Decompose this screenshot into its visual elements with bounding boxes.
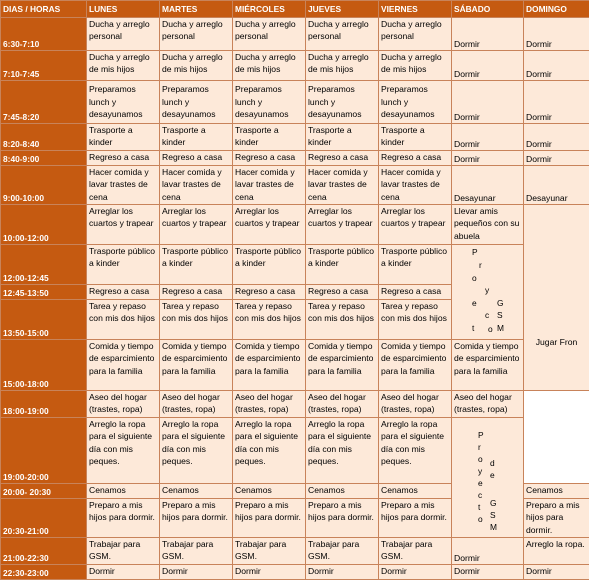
table-row: [1, 418, 589, 484]
letter: e: [472, 298, 477, 308]
sunday-jugar-text: Jugar Fron: [535, 337, 578, 348]
cell-sabado: Comida y tiempo de esparcimiento para la familia: [452, 340, 524, 391]
table-row: [1, 245, 589, 285]
cell-martes: Ducha y arreglo personal: [160, 18, 233, 51]
table-row: [1, 565, 589, 580]
header-dias-horas: DIAS / HORAS: [1, 1, 87, 18]
cell-martes: Regreso a casa: [160, 151, 233, 166]
cell-lunes: Dormir: [87, 565, 160, 580]
time-label: 20:00- 20:30: [1, 484, 87, 499]
table-row: [1, 538, 589, 565]
time-label: 13:50-15:00: [1, 300, 87, 340]
cell-jueves: Tarea y repaso con mis dos hijos: [306, 300, 379, 340]
letter: o: [488, 324, 493, 334]
cell-martes: Arreglar los cuartos y trapear: [160, 205, 233, 245]
cell-sabado-proyecto-gsm: [452, 418, 524, 538]
cell-martes: Trasporte público a kinder: [160, 245, 233, 285]
cell-lunes: Tarea y repaso con mis dos hijos: [87, 300, 160, 340]
cell-domingo: Preparo a mis hijos para dormir.: [524, 499, 589, 538]
header-sabado: SÁBADO: [452, 1, 524, 18]
cell-martes: Ducha y arreglo de mis hijos: [160, 51, 233, 81]
letter: P: [472, 247, 478, 257]
letter: e: [490, 470, 495, 480]
cell-domingo: Dormir: [524, 124, 589, 151]
cell-miercoles: Aseo del hogar (trastes, ropa): [233, 391, 306, 418]
cell-jueves: Regreso a casa: [306, 151, 379, 166]
time-label: 8:20-8:40: [1, 124, 87, 151]
cell-viernes: Regreso a casa: [379, 151, 452, 166]
letter: d: [490, 458, 495, 468]
cell-domingo: Dormir: [524, 51, 589, 81]
cell-martes: Arreglo la ropa para el siguiente día con mis peques.: [160, 418, 233, 484]
time-label: 22:30-23:00: [1, 565, 87, 580]
cell-sabado: Dormir: [452, 151, 524, 166]
time-label: 10:00-12:00: [1, 205, 87, 245]
cell-lunes: Regreso a casa: [87, 285, 160, 300]
header-martes: MARTES: [160, 1, 233, 18]
cell-martes: Preparo a mis hijos para dormir.: [160, 499, 233, 538]
cell-domingo: Dormir: [524, 81, 589, 124]
cell-sabado: Dormir: [452, 565, 524, 580]
cell-domingo: Dormir: [524, 18, 589, 51]
letter: e: [478, 478, 483, 488]
cell-miercoles: Dormir: [233, 565, 306, 580]
table-row: [1, 18, 589, 51]
cell-viernes: Preparo a mis hijos para dormir.: [379, 499, 452, 538]
cell-lunes: Cenamos: [87, 484, 160, 499]
cell-martes: Trabajar para GSM.: [160, 538, 233, 565]
cell-jueves: Preparo a mis hijos para dormir.: [306, 499, 379, 538]
time-label: 9:00-10:00: [1, 166, 87, 205]
letter: y: [485, 285, 490, 295]
cell-jueves: Arreglo la ropa para el siguiente día con mis peques.: [306, 418, 379, 484]
cell-martes: Dormir: [160, 565, 233, 580]
cell-lunes: Aseo del hogar (trastes, ropa): [87, 391, 160, 418]
cell-jueves: Trabajar para GSM.: [306, 538, 379, 565]
cell-viernes: Comida y tiempo de esparcimiento para la familia: [379, 340, 452, 391]
cell-jueves: Ducha y arreglo de mis hijos: [306, 51, 379, 81]
header-domingo: DOMINGO: [524, 1, 589, 18]
proyecto-gsm-vertical: [452, 245, 523, 338]
time-label: 20:30-21:00: [1, 499, 87, 538]
cell-jueves: Arreglar los cuartos y trapear: [306, 205, 379, 245]
letter: t: [472, 323, 475, 333]
letter: S: [490, 510, 496, 520]
cell-lunes: Ducha y arreglo personal: [87, 18, 160, 51]
letter: o: [478, 454, 483, 464]
cell-lunes: Arreglo la ropa para el siguiente día con mis peques.: [87, 418, 160, 484]
cell-martes: Hacer comida y lavar trastes de cena: [160, 166, 233, 205]
cell-miercoles: Preparamos lunch y desayunamos: [233, 81, 306, 124]
letter: S: [497, 310, 503, 320]
cell-miercoles: Ducha y arreglo de mis hijos: [233, 51, 306, 81]
cell-miercoles: Trasporte a kinder: [233, 124, 306, 151]
cell-miercoles: Trabajar para GSM.: [233, 538, 306, 565]
cell-viernes: Arreglar los cuartos y trapear: [379, 205, 452, 245]
cell-miercoles: Tarea y repaso con mis dos hijos: [233, 300, 306, 340]
cell-martes: Preparamos lunch y desayunamos: [160, 81, 233, 124]
table-row: [1, 51, 589, 81]
cell-sabado: Dormir: [452, 124, 524, 151]
cell-lunes: Trasporte público a kinder: [87, 245, 160, 285]
letter: y: [478, 466, 483, 476]
letter: r: [478, 442, 481, 452]
header-viernes: VIERNES: [379, 1, 452, 18]
cell-sabado: Aseo del hogar (trastes, ropa): [452, 391, 524, 418]
time-label: 7:10-7:45: [1, 51, 87, 81]
cell-miercoles: Comida y tiempo de esparcimiento para la familia: [233, 340, 306, 391]
time-label: 12:00-12:45: [1, 245, 87, 285]
cell-sabado: Desayunar: [452, 166, 524, 205]
cell-viernes: Tarea y repaso con mis dos hijos: [379, 300, 452, 340]
letter: G: [490, 498, 497, 508]
cell-martes: Cenamos: [160, 484, 233, 499]
cell-lunes: Trabajar para GSM.: [87, 538, 160, 565]
cell-jueves: Dormir: [306, 565, 379, 580]
letter: t: [478, 502, 481, 512]
header-lunes: LUNES: [87, 1, 160, 18]
letter: M: [490, 522, 497, 532]
cell-miercoles: Arreglar los cuartos y trapear: [233, 205, 306, 245]
table-row: [1, 205, 589, 245]
cell-lunes: Comida y tiempo de esparcimiento para la familia: [87, 340, 160, 391]
cell-sabado: Dormir: [452, 51, 524, 81]
cell-viernes: Ducha y arreglo personal: [379, 18, 452, 51]
letter: c: [478, 490, 483, 500]
cell-lunes: Hacer comida y lavar trastes de cena: [87, 166, 160, 205]
cell-viernes: Aseo del hogar (trastes, ropa): [379, 391, 452, 418]
cell-sabado: Llevar amis pequeños con su abuela: [452, 205, 524, 245]
cell-viernes: Trabajar para GSM.: [379, 538, 452, 565]
cell-miercoles: Regreso a casa: [233, 285, 306, 300]
letter: r: [479, 260, 482, 270]
cell-miercoles: Trasporte público a kinder: [233, 245, 306, 285]
time-label: 21:00-22:30: [1, 538, 87, 565]
cell-jueves: Hacer comida y lavar trastes de cena: [306, 166, 379, 205]
cell-martes: Trasporte a kinder: [160, 124, 233, 151]
cell-jueves: Comida y tiempo de esparcimiento para la familia: [306, 340, 379, 391]
cell-domingo: Dormir: [524, 565, 589, 580]
cell-viernes: Ducha y arreglo de mis hijos: [379, 51, 452, 81]
cell-lunes: Regreso a casa: [87, 151, 160, 166]
table-row: [1, 340, 589, 391]
cell-viernes: Hacer comida y lavar trastes de cena: [379, 166, 452, 205]
time-label: 7:45-8:20: [1, 81, 87, 124]
cell-domingo: Arreglo la ropa.: [524, 538, 589, 565]
cell-viernes: Trasporte público a kinder: [379, 245, 452, 285]
cell-domingo: Cenamos: [524, 484, 589, 499]
cell-jueves: Cenamos: [306, 484, 379, 499]
table-row: [1, 124, 589, 151]
cell-lunes: Arreglar los cuartos y trapear: [87, 205, 160, 245]
cell-viernes: Regreso a casa: [379, 285, 452, 300]
letter: P: [478, 430, 484, 440]
cell-jueves: Regreso a casa: [306, 285, 379, 300]
cell-sabado: Dormir: [452, 18, 524, 51]
cell-viernes: Dormir: [379, 565, 452, 580]
time-label: 8:40-9:00: [1, 151, 87, 166]
cell-miercoles: Regreso a casa: [233, 151, 306, 166]
time-label: 12:45-13:50: [1, 285, 87, 300]
cell-domingo: [524, 205, 589, 391]
letter: G: [497, 298, 504, 308]
cell-sabado: Dormir: [452, 81, 524, 124]
proyecto-gsm-vertical: [452, 418, 523, 536]
time-label: 6:30-7:10: [1, 18, 87, 51]
cell-martes: Tarea y repaso con mis dos hijos: [160, 300, 233, 340]
cell-miercoles: Hacer comida y lavar trastes de cena: [233, 166, 306, 205]
cell-jueves: Ducha y arreglo personal: [306, 18, 379, 51]
cell-martes: Aseo del hogar (trastes, ropa): [160, 391, 233, 418]
table-row: [1, 151, 589, 166]
cell-viernes: Trasporte a kinder: [379, 124, 452, 151]
cell-viernes: Cenamos: [379, 484, 452, 499]
table-row: [1, 391, 589, 418]
letter: o: [478, 514, 483, 524]
cell-jueves: Trasporte a kinder: [306, 124, 379, 151]
cell-miercoles: Preparo a mis hijos para dormir.: [233, 499, 306, 538]
time-label: 15:00-18:00: [1, 340, 87, 391]
cell-jueves: Aseo del hogar (trastes, ropa): [306, 391, 379, 418]
cell-lunes: Preparo a mis hijos para dormir.: [87, 499, 160, 538]
cell-miercoles: Cenamos: [233, 484, 306, 499]
cell-viernes: Preparamos lunch y desayunamos: [379, 81, 452, 124]
cell-sabado: Dormir: [452, 538, 524, 565]
cell-miercoles: Arreglo la ropa para el siguiente día con mis peques.: [233, 418, 306, 484]
table-row: [1, 166, 589, 205]
header-jueves: JUEVES: [306, 1, 379, 18]
header-row: [1, 1, 589, 18]
cell-domingo: Dormir: [524, 151, 589, 166]
cell-viernes: Arreglo la ropa para el siguiente día con mis peques.: [379, 418, 452, 484]
cell-jueves: Preparamos lunch y desayunamos: [306, 81, 379, 124]
letter: c: [485, 310, 490, 320]
cell-lunes: Ducha y arreglo de mis hijos: [87, 51, 160, 81]
time-label: 18:00-19:00: [1, 391, 87, 418]
table-row: [1, 81, 589, 124]
header-miercoles: MIÉRCOLES: [233, 1, 306, 18]
cell-martes: Comida y tiempo de esparcimiento para la familia: [160, 340, 233, 391]
letter: M: [497, 323, 504, 333]
cell-lunes: Preparamos lunch y desayunamos: [87, 81, 160, 124]
time-label: 19:00-20:00: [1, 418, 87, 484]
cell-martes: Regreso a casa: [160, 285, 233, 300]
letter: o: [472, 273, 477, 283]
cell-jueves: Trasporte público a kinder: [306, 245, 379, 285]
cell-sabado-proyecto-gsm: [452, 245, 524, 340]
cell-domingo: Desayunar: [524, 166, 589, 205]
cell-miercoles: Ducha y arreglo personal: [233, 18, 306, 51]
cell-lunes: Trasporte a kinder: [87, 124, 160, 151]
